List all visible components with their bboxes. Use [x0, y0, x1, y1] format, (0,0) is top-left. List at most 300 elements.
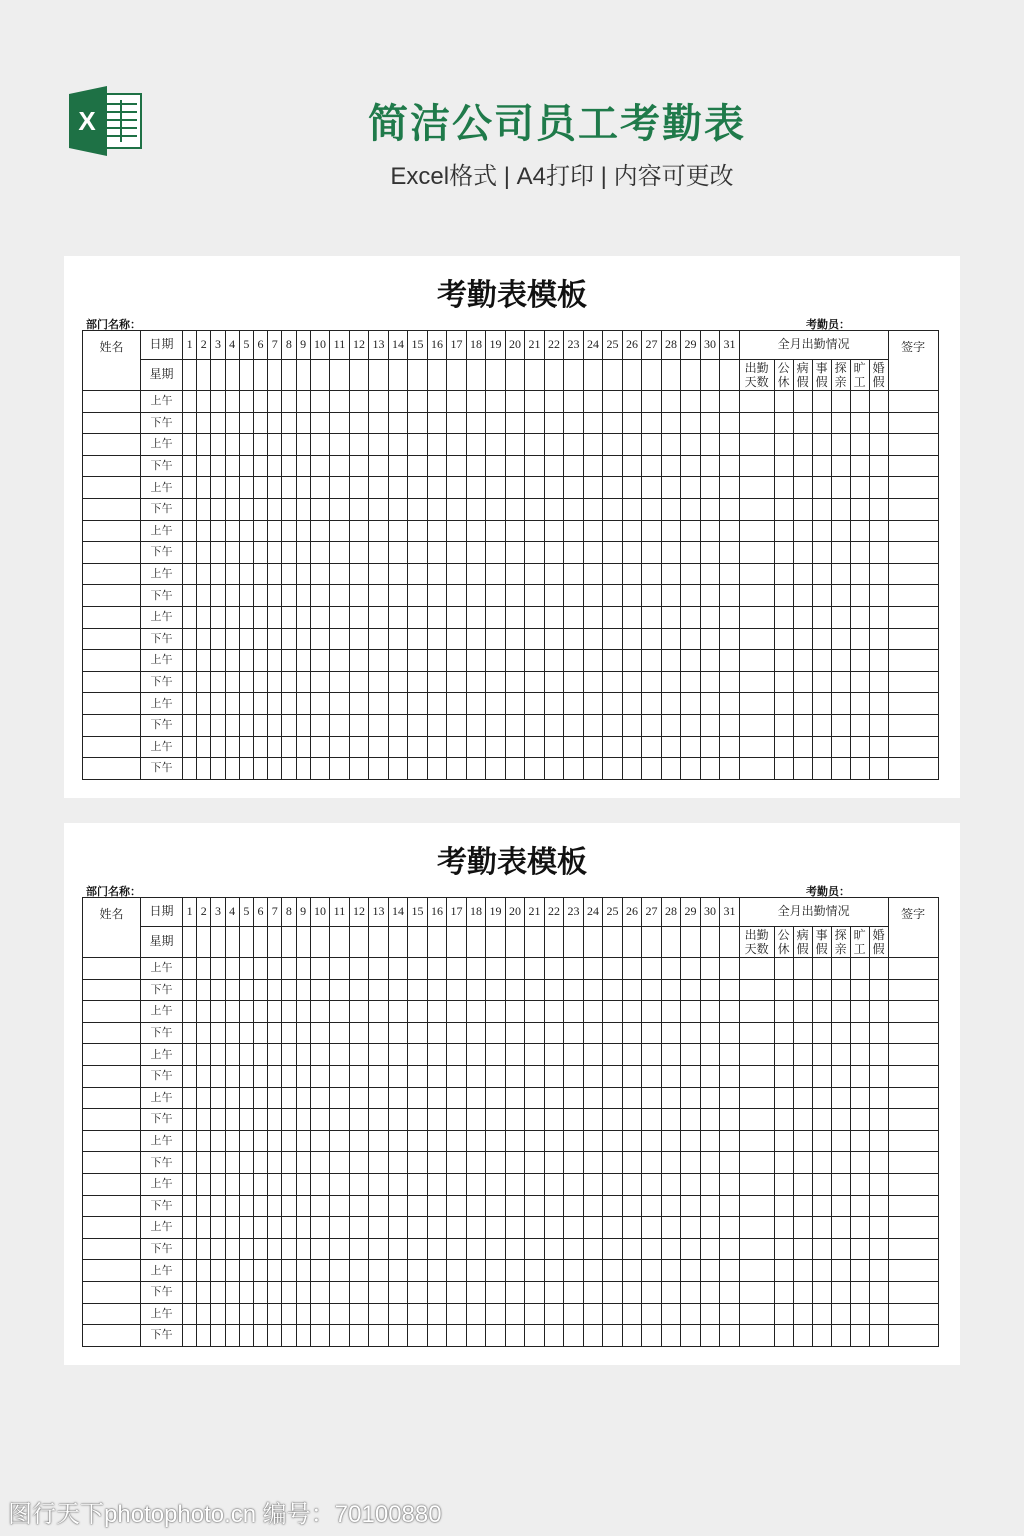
attendance-cell[interactable] [239, 1022, 253, 1044]
attendance-cell[interactable] [486, 1087, 506, 1109]
summary-cell[interactable] [774, 520, 793, 542]
summary-cell[interactable] [774, 1195, 793, 1217]
attendance-cell[interactable] [642, 693, 662, 715]
summary-cell[interactable] [831, 477, 850, 499]
summary-cell[interactable] [774, 477, 793, 499]
attendance-cell[interactable] [486, 542, 506, 564]
employee-name-cell[interactable] [83, 693, 141, 715]
attendance-cell[interactable] [603, 693, 623, 715]
attendance-cell[interactable] [330, 1065, 350, 1087]
attendance-cell[interactable] [466, 1217, 486, 1239]
signature-cell[interactable] [888, 693, 938, 715]
weekday-cell[interactable] [447, 927, 467, 958]
attendance-cell[interactable] [700, 1173, 720, 1195]
attendance-cell[interactable] [197, 1260, 211, 1282]
attendance-cell[interactable] [583, 455, 603, 477]
attendance-cell[interactable] [369, 650, 389, 672]
attendance-cell[interactable] [505, 1238, 525, 1260]
summary-cell[interactable] [831, 1022, 850, 1044]
summary-cell[interactable] [812, 1260, 831, 1282]
attendance-cell[interactable] [268, 736, 282, 758]
summary-cell[interactable] [739, 1325, 774, 1347]
attendance-cell[interactable] [239, 434, 253, 456]
attendance-cell[interactable] [642, 520, 662, 542]
attendance-cell[interactable] [622, 391, 642, 413]
summary-cell[interactable] [793, 958, 812, 980]
attendance-cell[interactable] [603, 1325, 623, 1347]
attendance-cell[interactable] [583, 1260, 603, 1282]
attendance-cell[interactable] [642, 1303, 662, 1325]
summary-cell[interactable] [774, 1087, 793, 1109]
attendance-cell[interactable] [544, 1217, 564, 1239]
summary-cell[interactable] [850, 1065, 869, 1087]
attendance-cell[interactable] [225, 650, 239, 672]
attendance-cell[interactable] [681, 1260, 701, 1282]
summary-cell[interactable] [739, 1044, 774, 1066]
attendance-cell[interactable] [225, 671, 239, 693]
attendance-cell[interactable] [622, 693, 642, 715]
attendance-cell[interactable] [197, 758, 211, 780]
weekday-cell[interactable] [408, 927, 428, 958]
attendance-cell[interactable] [388, 434, 408, 456]
signature-cell[interactable] [888, 1195, 938, 1217]
summary-cell[interactable] [774, 1281, 793, 1303]
attendance-cell[interactable] [349, 1303, 369, 1325]
summary-cell[interactable] [793, 628, 812, 650]
attendance-cell[interactable] [700, 979, 720, 1001]
attendance-cell[interactable] [225, 1281, 239, 1303]
attendance-cell[interactable] [211, 1281, 225, 1303]
attendance-cell[interactable] [642, 1281, 662, 1303]
attendance-cell[interactable] [197, 1087, 211, 1109]
attendance-cell[interactable] [349, 714, 369, 736]
attendance-cell[interactable] [225, 1087, 239, 1109]
summary-cell[interactable] [774, 585, 793, 607]
attendance-cell[interactable] [447, 520, 467, 542]
attendance-cell[interactable] [408, 693, 428, 715]
weekday-cell[interactable] [183, 360, 197, 391]
attendance-cell[interactable] [282, 1022, 296, 1044]
attendance-cell[interactable] [408, 1130, 428, 1152]
attendance-cell[interactable] [310, 1238, 330, 1260]
summary-cell[interactable] [793, 563, 812, 585]
attendance-cell[interactable] [525, 1238, 545, 1260]
attendance-cell[interactable] [369, 693, 389, 715]
attendance-cell[interactable] [427, 1087, 447, 1109]
summary-cell[interactable] [812, 1303, 831, 1325]
attendance-cell[interactable] [268, 1281, 282, 1303]
summary-cell[interactable] [793, 714, 812, 736]
attendance-cell[interactable] [661, 455, 681, 477]
attendance-cell[interactable] [525, 1173, 545, 1195]
attendance-cell[interactable] [239, 758, 253, 780]
attendance-cell[interactable] [700, 434, 720, 456]
summary-cell[interactable] [793, 693, 812, 715]
attendance-cell[interactable] [447, 1087, 467, 1109]
attendance-cell[interactable] [642, 585, 662, 607]
attendance-cell[interactable] [427, 693, 447, 715]
attendance-cell[interactable] [225, 628, 239, 650]
attendance-cell[interactable] [349, 1238, 369, 1260]
attendance-cell[interactable] [349, 628, 369, 650]
attendance-cell[interactable] [544, 1281, 564, 1303]
attendance-cell[interactable] [330, 979, 350, 1001]
attendance-cell[interactable] [310, 736, 330, 758]
attendance-cell[interactable] [427, 434, 447, 456]
attendance-cell[interactable] [369, 1022, 389, 1044]
attendance-cell[interactable] [268, 1065, 282, 1087]
summary-cell[interactable] [831, 585, 850, 607]
attendance-cell[interactable] [486, 585, 506, 607]
attendance-cell[interactable] [211, 736, 225, 758]
attendance-cell[interactable] [369, 958, 389, 980]
attendance-cell[interactable] [505, 1195, 525, 1217]
attendance-cell[interactable] [268, 1001, 282, 1023]
attendance-cell[interactable] [225, 693, 239, 715]
attendance-cell[interactable] [388, 736, 408, 758]
attendance-cell[interactable] [253, 1325, 267, 1347]
summary-cell[interactable] [831, 412, 850, 434]
attendance-cell[interactable] [427, 520, 447, 542]
attendance-cell[interactable] [583, 714, 603, 736]
attendance-cell[interactable] [296, 1173, 310, 1195]
attendance-cell[interactable] [544, 1260, 564, 1282]
attendance-cell[interactable] [700, 958, 720, 980]
attendance-cell[interactable] [544, 671, 564, 693]
attendance-cell[interactable] [447, 1325, 467, 1347]
attendance-cell[interactable] [583, 1109, 603, 1131]
attendance-cell[interactable] [349, 1325, 369, 1347]
summary-cell[interactable] [774, 1109, 793, 1131]
attendance-cell[interactable] [447, 693, 467, 715]
attendance-cell[interactable] [225, 520, 239, 542]
attendance-cell[interactable] [211, 1130, 225, 1152]
summary-cell[interactable] [812, 455, 831, 477]
summary-cell[interactable] [869, 1087, 888, 1109]
attendance-cell[interactable] [486, 1065, 506, 1087]
attendance-cell[interactable] [282, 628, 296, 650]
summary-cell[interactable] [739, 714, 774, 736]
attendance-cell[interactable] [427, 412, 447, 434]
attendance-cell[interactable] [525, 1087, 545, 1109]
attendance-cell[interactable] [211, 1195, 225, 1217]
attendance-cell[interactable] [466, 650, 486, 672]
employee-name-cell[interactable] [83, 412, 141, 434]
summary-cell[interactable] [774, 1130, 793, 1152]
summary-cell[interactable] [812, 606, 831, 628]
attendance-cell[interactable] [330, 1044, 350, 1066]
attendance-cell[interactable] [681, 714, 701, 736]
attendance-cell[interactable] [330, 434, 350, 456]
attendance-cell[interactable] [388, 477, 408, 499]
summary-cell[interactable] [812, 758, 831, 780]
attendance-cell[interactable] [700, 650, 720, 672]
attendance-cell[interactable] [408, 391, 428, 413]
attendance-cell[interactable] [661, 563, 681, 585]
summary-cell[interactable] [850, 563, 869, 585]
attendance-cell[interactable] [505, 434, 525, 456]
attendance-cell[interactable] [239, 1065, 253, 1087]
summary-cell[interactable] [739, 1065, 774, 1087]
attendance-cell[interactable] [408, 1195, 428, 1217]
employee-name-cell[interactable] [83, 1022, 141, 1044]
attendance-cell[interactable] [369, 520, 389, 542]
summary-cell[interactable] [812, 736, 831, 758]
attendance-cell[interactable] [268, 1325, 282, 1347]
attendance-cell[interactable] [564, 434, 584, 456]
attendance-cell[interactable] [427, 1001, 447, 1023]
attendance-cell[interactable] [408, 758, 428, 780]
attendance-cell[interactable] [427, 628, 447, 650]
weekday-cell[interactable] [183, 927, 197, 958]
summary-cell[interactable] [774, 671, 793, 693]
attendance-cell[interactable] [564, 979, 584, 1001]
attendance-cell[interactable] [183, 1217, 197, 1239]
attendance-cell[interactable] [197, 1281, 211, 1303]
attendance-cell[interactable] [486, 958, 506, 980]
attendance-cell[interactable] [225, 455, 239, 477]
attendance-cell[interactable] [466, 498, 486, 520]
attendance-cell[interactable] [388, 391, 408, 413]
attendance-cell[interactable] [583, 585, 603, 607]
attendance-cell[interactable] [268, 563, 282, 585]
attendance-cell[interactable] [211, 1087, 225, 1109]
attendance-cell[interactable] [622, 979, 642, 1001]
attendance-cell[interactable] [183, 1260, 197, 1282]
attendance-cell[interactable] [388, 498, 408, 520]
attendance-cell[interactable] [622, 1044, 642, 1066]
attendance-cell[interactable] [183, 714, 197, 736]
attendance-cell[interactable] [642, 1152, 662, 1174]
attendance-cell[interactable] [622, 412, 642, 434]
summary-cell[interactable] [739, 1130, 774, 1152]
attendance-cell[interactable] [310, 1022, 330, 1044]
attendance-cell[interactable] [282, 758, 296, 780]
attendance-cell[interactable] [225, 563, 239, 585]
attendance-cell[interactable] [197, 477, 211, 499]
attendance-cell[interactable] [388, 585, 408, 607]
attendance-cell[interactable] [466, 606, 486, 628]
attendance-cell[interactable] [486, 1217, 506, 1239]
attendance-cell[interactable] [622, 1217, 642, 1239]
attendance-cell[interactable] [720, 542, 740, 564]
attendance-cell[interactable] [720, 606, 740, 628]
attendance-cell[interactable] [583, 979, 603, 1001]
attendance-cell[interactable] [239, 693, 253, 715]
attendance-cell[interactable] [622, 1325, 642, 1347]
attendance-cell[interactable] [296, 477, 310, 499]
summary-cell[interactable] [869, 585, 888, 607]
summary-cell[interactable] [739, 1195, 774, 1217]
attendance-cell[interactable] [642, 1130, 662, 1152]
attendance-cell[interactable] [544, 606, 564, 628]
attendance-cell[interactable] [700, 1325, 720, 1347]
attendance-cell[interactable] [296, 958, 310, 980]
attendance-cell[interactable] [661, 434, 681, 456]
attendance-cell[interactable] [525, 628, 545, 650]
attendance-cell[interactable] [282, 1109, 296, 1131]
summary-cell[interactable] [831, 1173, 850, 1195]
attendance-cell[interactable] [583, 1130, 603, 1152]
attendance-cell[interactable] [661, 1325, 681, 1347]
attendance-cell[interactable] [544, 434, 564, 456]
attendance-cell[interactable] [466, 1173, 486, 1195]
summary-cell[interactable] [812, 1238, 831, 1260]
attendance-cell[interactable] [642, 958, 662, 980]
attendance-cell[interactable] [369, 1281, 389, 1303]
attendance-cell[interactable] [427, 1281, 447, 1303]
summary-cell[interactable] [739, 1087, 774, 1109]
summary-cell[interactable] [850, 520, 869, 542]
attendance-cell[interactable] [388, 1325, 408, 1347]
attendance-cell[interactable] [427, 671, 447, 693]
signature-cell[interactable] [888, 1217, 938, 1239]
attendance-cell[interactable] [486, 1281, 506, 1303]
attendance-cell[interactable] [700, 542, 720, 564]
attendance-cell[interactable] [505, 606, 525, 628]
summary-cell[interactable] [812, 1022, 831, 1044]
summary-cell[interactable] [812, 958, 831, 980]
summary-cell[interactable] [831, 1001, 850, 1023]
attendance-cell[interactable] [486, 758, 506, 780]
employee-name-cell[interactable] [83, 1130, 141, 1152]
employee-name-cell[interactable] [83, 736, 141, 758]
attendance-cell[interactable] [197, 542, 211, 564]
attendance-cell[interactable] [282, 563, 296, 585]
attendance-cell[interactable] [183, 1303, 197, 1325]
attendance-cell[interactable] [447, 1260, 467, 1282]
attendance-cell[interactable] [268, 1238, 282, 1260]
signature-cell[interactable] [888, 1087, 938, 1109]
summary-cell[interactable] [869, 758, 888, 780]
attendance-cell[interactable] [505, 563, 525, 585]
attendance-cell[interactable] [603, 1260, 623, 1282]
attendance-cell[interactable] [349, 958, 369, 980]
weekday-cell[interactable] [466, 927, 486, 958]
attendance-cell[interactable] [466, 693, 486, 715]
attendance-cell[interactable] [544, 736, 564, 758]
attendance-cell[interactable] [330, 693, 350, 715]
attendance-cell[interactable] [296, 498, 310, 520]
attendance-cell[interactable] [369, 1109, 389, 1131]
summary-cell[interactable] [831, 1281, 850, 1303]
attendance-cell[interactable] [253, 650, 267, 672]
summary-cell[interactable] [774, 1303, 793, 1325]
attendance-cell[interactable] [349, 650, 369, 672]
summary-cell[interactable] [774, 628, 793, 650]
attendance-cell[interactable] [296, 1152, 310, 1174]
attendance-cell[interactable] [239, 542, 253, 564]
attendance-cell[interactable] [211, 1109, 225, 1131]
summary-cell[interactable] [869, 671, 888, 693]
employee-name-cell[interactable] [83, 1260, 141, 1282]
employee-name-cell[interactable] [83, 1325, 141, 1347]
attendance-cell[interactable] [505, 498, 525, 520]
attendance-cell[interactable] [369, 1173, 389, 1195]
attendance-cell[interactable] [253, 606, 267, 628]
summary-cell[interactable] [831, 1303, 850, 1325]
attendance-cell[interactable] [427, 979, 447, 1001]
attendance-cell[interactable] [466, 1044, 486, 1066]
attendance-cell[interactable] [681, 585, 701, 607]
attendance-cell[interactable] [486, 736, 506, 758]
summary-cell[interactable] [850, 542, 869, 564]
attendance-cell[interactable] [388, 1152, 408, 1174]
summary-cell[interactable] [850, 1044, 869, 1066]
summary-cell[interactable] [793, 1044, 812, 1066]
attendance-cell[interactable] [239, 1281, 253, 1303]
attendance-cell[interactable] [211, 1260, 225, 1282]
summary-cell[interactable] [739, 628, 774, 650]
employee-name-cell[interactable] [83, 477, 141, 499]
attendance-cell[interactable] [369, 1087, 389, 1109]
attendance-cell[interactable] [661, 1195, 681, 1217]
attendance-cell[interactable] [408, 606, 428, 628]
signature-cell[interactable] [888, 455, 938, 477]
summary-cell[interactable] [831, 736, 850, 758]
attendance-cell[interactable] [268, 1130, 282, 1152]
attendance-cell[interactable] [310, 563, 330, 585]
attendance-cell[interactable] [681, 606, 701, 628]
summary-cell[interactable] [739, 1152, 774, 1174]
attendance-cell[interactable] [720, 455, 740, 477]
attendance-cell[interactable] [505, 758, 525, 780]
attendance-cell[interactable] [486, 1260, 506, 1282]
attendance-cell[interactable] [211, 542, 225, 564]
attendance-cell[interactable] [183, 1022, 197, 1044]
attendance-cell[interactable] [183, 1173, 197, 1195]
summary-cell[interactable] [793, 434, 812, 456]
summary-cell[interactable] [812, 391, 831, 413]
attendance-cell[interactable] [544, 542, 564, 564]
attendance-cell[interactable] [525, 1303, 545, 1325]
weekday-cell[interactable] [388, 360, 408, 391]
attendance-cell[interactable] [603, 671, 623, 693]
attendance-cell[interactable] [197, 455, 211, 477]
attendance-cell[interactable] [388, 1130, 408, 1152]
attendance-cell[interactable] [427, 736, 447, 758]
attendance-cell[interactable] [183, 412, 197, 434]
attendance-cell[interactable] [525, 1109, 545, 1131]
attendance-cell[interactable] [268, 628, 282, 650]
attendance-cell[interactable] [583, 1217, 603, 1239]
attendance-cell[interactable] [583, 958, 603, 980]
attendance-cell[interactable] [183, 391, 197, 413]
attendance-cell[interactable] [486, 650, 506, 672]
attendance-cell[interactable] [225, 1238, 239, 1260]
attendance-cell[interactable] [211, 563, 225, 585]
summary-cell[interactable] [812, 650, 831, 672]
attendance-cell[interactable] [720, 714, 740, 736]
attendance-cell[interactable] [681, 1238, 701, 1260]
attendance-cell[interactable] [544, 1087, 564, 1109]
summary-cell[interactable] [831, 1087, 850, 1109]
summary-cell[interactable] [774, 1173, 793, 1195]
attendance-cell[interactable] [388, 563, 408, 585]
attendance-cell[interactable] [525, 736, 545, 758]
summary-cell[interactable] [739, 979, 774, 1001]
attendance-cell[interactable] [505, 1217, 525, 1239]
summary-cell[interactable] [812, 1195, 831, 1217]
attendance-cell[interactable] [253, 391, 267, 413]
attendance-cell[interactable] [505, 1173, 525, 1195]
weekday-cell[interactable] [282, 360, 296, 391]
attendance-cell[interactable] [330, 455, 350, 477]
attendance-cell[interactable] [253, 1260, 267, 1282]
attendance-cell[interactable] [239, 1325, 253, 1347]
weekday-cell[interactable] [661, 927, 681, 958]
summary-cell[interactable] [793, 1325, 812, 1347]
